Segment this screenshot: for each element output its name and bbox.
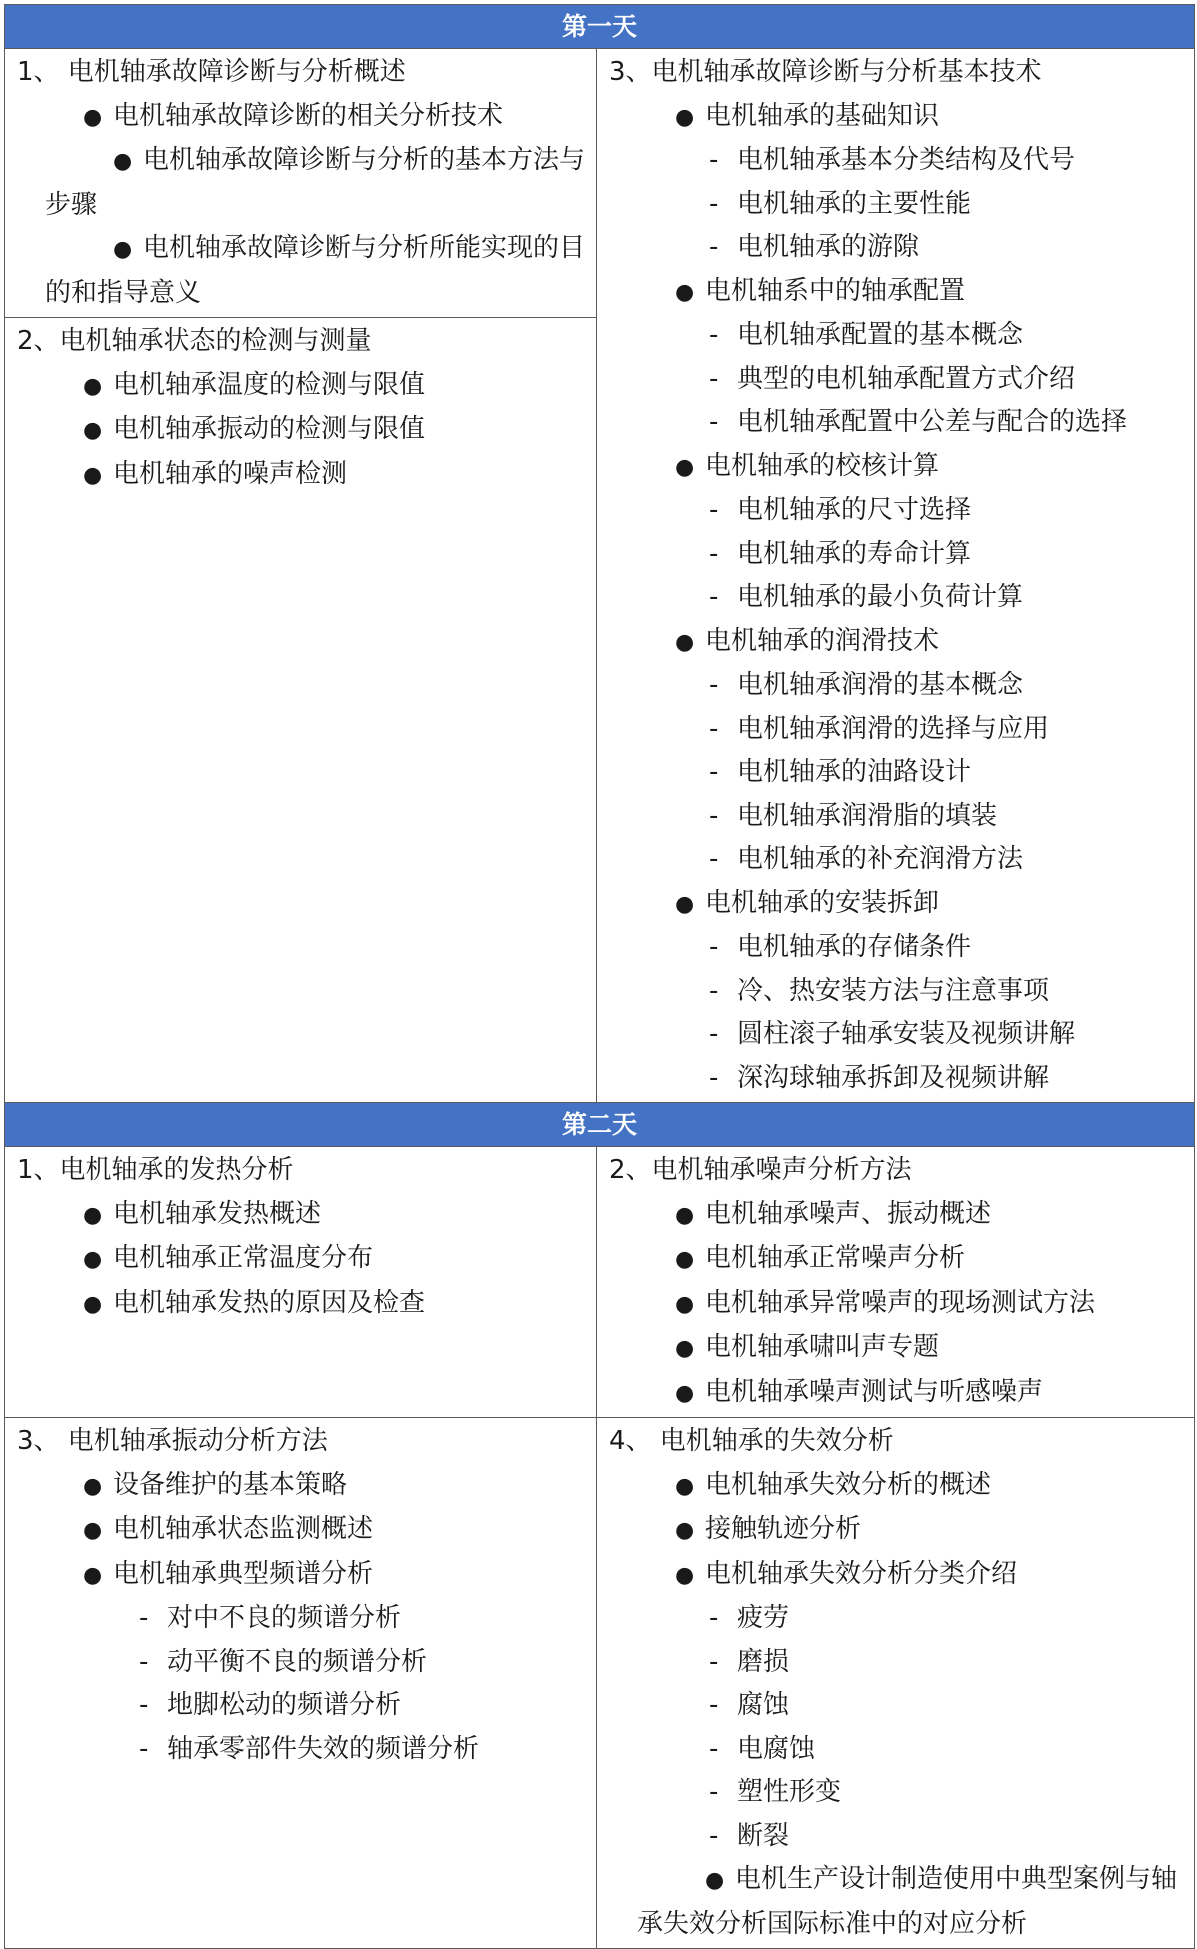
- list-item: ● 电机轴承噪声测试与听感噪声: [609, 1371, 1186, 1416]
- list-item: ● 电机轴承的基础知识: [609, 95, 1186, 140]
- day2-sec2-cell: [597, 1147, 1195, 1418]
- bullet-icon: ●: [83, 462, 103, 488]
- day1-sec3-title: 3、电机轴承故障诊断与分析基本技术: [609, 57, 1042, 87]
- sub-item: - 电机轴承的主要性能: [709, 188, 972, 219]
- list-item: ● 电机轴承异常噪声的现场测试方法: [609, 1282, 1186, 1327]
- list-item: ● 电机轴承的噪声检测: [17, 453, 588, 498]
- list-item: ● 接触轨迹分析: [609, 1508, 1186, 1553]
- bullet-icon: ●: [83, 1473, 103, 1499]
- day1-sec1-title: 1、 电机轴承故障诊断与分析概述: [17, 57, 406, 87]
- bullet-icon: ●: [83, 1202, 103, 1228]
- list-item: ● 电机轴承啸叫声专题: [609, 1326, 1186, 1371]
- sub-item: - 电机轴承润滑的选择与应用: [709, 713, 1050, 744]
- bullet-icon: ●: [83, 1291, 103, 1317]
- bullet-icon: ●: [675, 104, 695, 130]
- list-item: ● 电机轴承发热概述: [17, 1193, 588, 1238]
- sub-item: - 动平衡不良的频谱分析: [139, 1646, 428, 1677]
- sub-item: - 深沟球轴承拆卸及视频讲解: [709, 1062, 1050, 1093]
- list-item: ● 电机轴承故障诊断与分析的基本方法与步骤: [17, 139, 588, 227]
- bullet-icon: ●: [83, 373, 103, 399]
- list-item: ● 电机轴承失效分析的概述: [609, 1464, 1186, 1509]
- sub-item: - 典型的电机轴承配置方式介绍: [709, 363, 1076, 394]
- bullet-icon: ●: [83, 1562, 103, 1588]
- bullet-icon: ●: [675, 1473, 695, 1499]
- day1-sec3-cell: [597, 49, 1195, 1103]
- day1-sec2-title: 2、电机轴承状态的检测与测量: [17, 326, 372, 356]
- training-schedule-table: [4, 4, 1195, 1949]
- bullet-icon: ●: [113, 149, 133, 174]
- bullet-icon: ●: [113, 237, 133, 262]
- list-item: ● 电机轴承状态监测概述: [17, 1508, 588, 1553]
- day2-sec4-cell: [597, 1418, 1195, 1949]
- bullet-icon: ●: [675, 454, 695, 480]
- day2-sec2-title: 2、电机轴承噪声分析方法: [609, 1155, 912, 1185]
- list-item: ● 电机轴承正常噪声分析: [609, 1237, 1186, 1282]
- list-item: ● 电机轴承的润滑技术: [609, 620, 1186, 665]
- sub-item: - 轴承零部件失效的频谱分析: [139, 1733, 480, 1764]
- day2-sec3-title: 3、 电机轴承振动分析方法: [17, 1426, 328, 1456]
- bullet-icon: ●: [83, 418, 103, 443]
- sub-item: - 电腐蚀: [709, 1733, 816, 1764]
- bullet-icon: ●: [675, 1562, 695, 1588]
- sub-item: - 磨损: [709, 1646, 790, 1677]
- day2-sec1-title: 1、电机轴承的发热分析: [17, 1155, 294, 1185]
- list-item: ● 电机轴承正常温度分布: [17, 1237, 588, 1282]
- sub-item: - 疲劳: [709, 1603, 790, 1633]
- day2-sec3-cell: [5, 1418, 597, 1949]
- sub-item: - 电机轴承基本分类结构及代号: [709, 145, 1076, 175]
- bullet-icon: ●: [83, 1518, 103, 1543]
- list-item: ● 电机轴系中的轴承配置: [609, 270, 1186, 315]
- bullet-icon: ●: [83, 104, 103, 130]
- list-item: ● 电机轴承故障诊断的相关分析技术: [17, 95, 588, 140]
- bullet-icon: ●: [675, 1202, 695, 1228]
- sub-item: - 电机轴承配置中公差与配合的选择: [709, 407, 1128, 437]
- list-item: ● 电机轴承噪声、振动概述: [609, 1193, 1186, 1238]
- sub-item: - 腐蚀: [709, 1690, 790, 1720]
- sub-item: - 断裂: [709, 1820, 790, 1851]
- day2-header: 第二天: [5, 1103, 1195, 1147]
- sub-item: - 电机轴承的游隙: [709, 232, 920, 262]
- sub-item: - 电机轴承的尺寸选择: [709, 495, 972, 525]
- list-item: ● 设备维护的基本策略: [17, 1464, 588, 1509]
- sub-item: - 电机轴承的最小负荷计算: [709, 582, 1024, 612]
- bullet-icon: ●: [675, 1380, 695, 1406]
- sub-item: - 塑性形变: [709, 1777, 842, 1807]
- day1-sec1-cell: [5, 49, 597, 318]
- bullet-icon: ●: [83, 1247, 103, 1272]
- sub-item: - 电机轴承润滑脂的填装: [709, 800, 998, 831]
- list-item: ● 电机轴承的安装拆卸: [609, 882, 1186, 927]
- list-item: ● 电机生产设计制造使用中典型案例与轴承失效分析国际标准中的对应分析: [609, 1858, 1186, 1946]
- day1-header: 第一天: [5, 5, 1195, 49]
- day2-sec1-cell: [5, 1147, 597, 1418]
- sub-item: - 电机轴承配置的基本概念: [709, 320, 1024, 350]
- bullet-icon: ●: [675, 1336, 695, 1361]
- sub-item: - 电机轴承的存储条件: [709, 932, 972, 962]
- list-item: ● 电机轴承振动的检测与限值: [17, 408, 588, 453]
- bullet-icon: ●: [675, 891, 695, 917]
- sub-item: - 地脚松动的频谱分析: [139, 1690, 402, 1720]
- sub-item: - 冷、热安装方法与注意事项: [709, 975, 1050, 1006]
- sub-item: - 电机轴承的油路设计: [709, 757, 972, 787]
- sub-item: - 圆柱滚子轴承安装及视频讲解: [709, 1019, 1076, 1049]
- list-item: ● 电机轴承发热的原因及检查: [17, 1282, 588, 1327]
- bullet-icon: ●: [675, 1247, 695, 1272]
- sub-item: - 对中不良的频谱分析: [139, 1603, 402, 1633]
- day1-sec2-cell: [5, 318, 597, 1103]
- list-item: ● 电机轴承温度的检测与限值: [17, 364, 588, 409]
- bullet-icon: ●: [675, 1518, 695, 1543]
- day2-sec4-title: 4、 电机轴承的失效分析: [609, 1426, 894, 1456]
- bullet-icon: ●: [675, 1291, 695, 1317]
- list-item: ● 电机轴承典型频谱分析: [17, 1553, 588, 1598]
- list-item: ● 电机轴承故障诊断与分析所能实现的目的和指导意义: [17, 227, 588, 315]
- list-item: ● 电机轴承失效分析分类介绍: [609, 1553, 1186, 1598]
- bullet-icon: ●: [675, 629, 695, 655]
- bullet-icon: ●: [675, 279, 695, 305]
- sub-item: - 电机轴承润滑的基本概念: [709, 670, 1024, 700]
- sub-item: - 电机轴承的寿命计算: [709, 538, 972, 569]
- list-item: ● 电机轴承的校核计算: [609, 445, 1186, 490]
- sub-item: - 电机轴承的补充润滑方法: [709, 844, 1024, 874]
- bullet-icon: ●: [705, 1868, 725, 1893]
